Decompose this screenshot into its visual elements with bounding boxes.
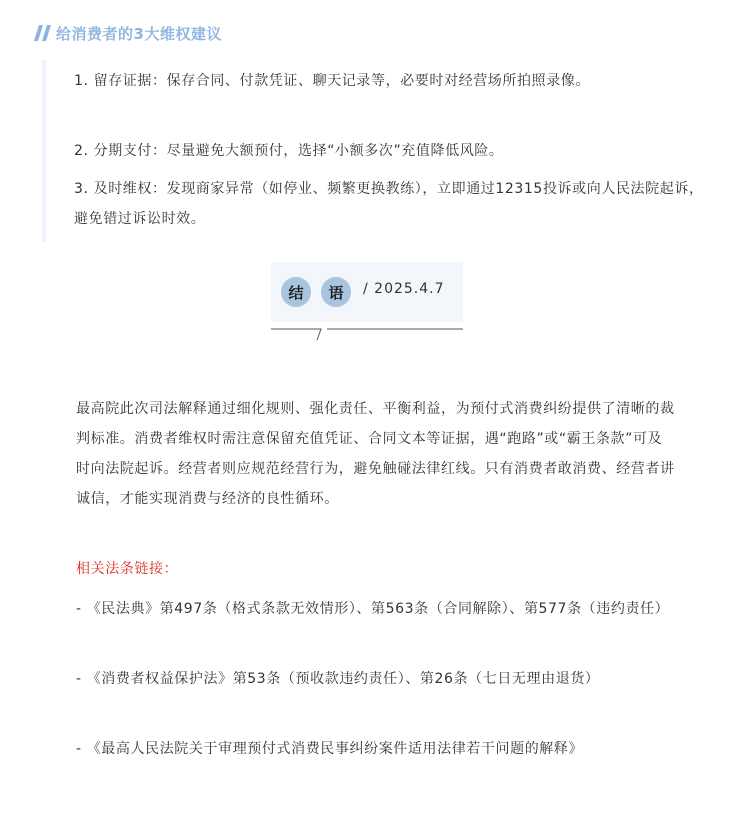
double-slash-icon	[34, 24, 52, 42]
conclusion-date: / 2025.4.7	[363, 281, 445, 297]
law-item: - 《最高人民法院关于审理预付式消费民事纠纷案件适用法律若干问题的解释》	[76, 741, 584, 757]
tip-item: 3. 及时维权：发现商家异常（如停业、频繁更换教练），立即通过12315投诉或向人民法院起诉，避免错过诉讼时效。	[74, 181, 704, 227]
tips-block	[42, 60, 702, 242]
summary-paragraph: 最高院此次司法解释通过细化规则、强化责任、平衡利益，为预付式消费纠纷提供了清晰的裁判标准。消费者维权时需注意保留充值凭证、合同文本等证据，遇“跑路”或“霸王条款”可及时向法院起诉。经营者则应规范经营行为，避免触碰法律红线。只有消费者敢消费、经营者讲诚信，才能实现消费与经济的良性循环。	[76, 401, 675, 507]
law-item: - 《消费者权益保护法》第53条（预收款违约责任）、第26条（七日无理由退货）	[76, 671, 600, 687]
conclusion-badge-char: 结	[281, 277, 311, 307]
conclusion-badge-char: 语	[321, 277, 351, 307]
law-item: - 《民法典》第497条（格式条款无效情形）、第563条（合同解除）、第577条（违约责任）	[76, 601, 670, 617]
related-laws-heading: 相关法条链接：	[76, 561, 179, 577]
tip-item: 2. 分期支付：尽量避免大额预付，选择“小额多次”充值降低风险。	[74, 143, 504, 159]
section-header	[34, 21, 222, 45]
tip-item: 1. 留存证据：保存合同、付款凭证、聊天记录等，必要时对经营场所拍照录像。	[74, 73, 591, 89]
divider-underline-decoration	[271, 322, 463, 344]
section-title: 给消费者的3大维权建议	[56, 24, 222, 43]
conclusion-divider	[271, 262, 463, 322]
